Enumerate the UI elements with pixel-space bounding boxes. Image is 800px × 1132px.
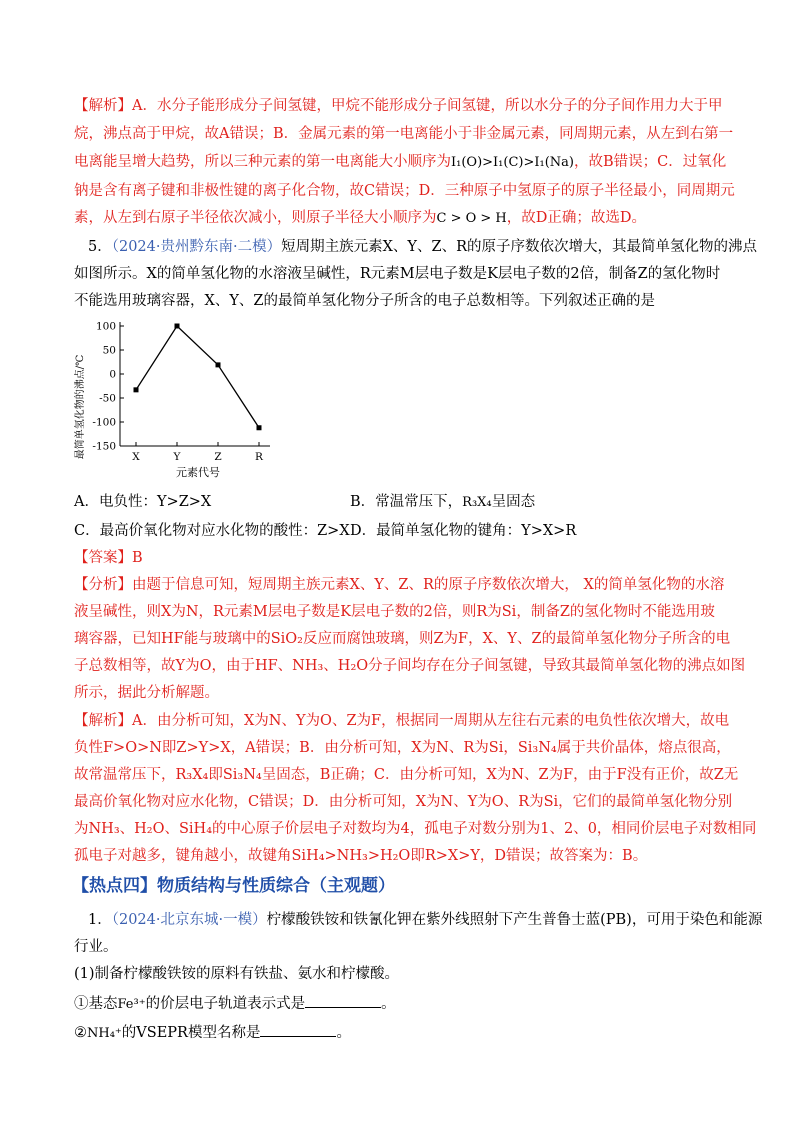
analysis-line-3-text-a: 电离能呈增大趋势，所以三种元素的第一电离能大小顺序为	[74, 154, 451, 170]
x-tick-label: Z	[214, 451, 222, 463]
option-b	[350, 492, 535, 513]
y-tick-label: -50	[99, 392, 116, 405]
analysis-line-5	[74, 208, 646, 229]
sub-question-1: (1)制备柠檬酸铁铵的原料有铁盐、氨水和柠檬酸。	[74, 966, 400, 982]
radius-order-formula: C > O > H	[436, 211, 507, 226]
fe3-formula: Fe³⁺	[117, 997, 146, 1012]
y-tick-label: 50	[102, 344, 116, 357]
item-1-period: 。	[381, 996, 396, 1012]
y-axis-label: 最简单氢化物的沸点/℃	[75, 354, 86, 460]
question-1-line-2: 行业。	[74, 939, 118, 955]
question-source: （2024·贵州黔东南·二模）	[111, 239, 282, 255]
answer-blank[interactable]	[305, 993, 381, 1008]
data-point	[175, 324, 180, 329]
section-heading: 【热点四】物质结构与性质综合（主观题）	[72, 876, 395, 896]
y-tick-label: -150	[92, 440, 116, 453]
option-d: D．最简单氢化物的键角：Y>X>R	[350, 523, 577, 539]
question-1-text-1: 柠檬酸铁铵和铁氰化钾在紫外线照射下产生普鲁士蓝(PB)，可用于染色和能源	[266, 912, 763, 928]
option-a: A．电负性：Y>Z>X	[74, 494, 212, 510]
x-axis-label: 元素代号	[176, 466, 220, 479]
x-tick-label: R	[255, 451, 263, 463]
question-number: 1．	[88, 912, 112, 928]
analysis-fx-line-4: 子总数相等，故Y为O，由于HF、NH₃、H₂O分子间均存在分子间氢键，导致其最简单氢化物的沸点如图	[74, 658, 746, 674]
option-b-formula: R₃X₄	[462, 495, 492, 510]
analysis-line-1: 【解析】A．水分子能形成分子间氢键，甲烷不能形成分子间氢键，所以水分子的分子间作用力大于甲	[74, 98, 723, 114]
data-point	[216, 362, 221, 367]
boiling-point-chart	[70, 312, 290, 482]
analysis-fx-line-5: 所示，据此分析解题。	[74, 685, 219, 701]
analysis-line-4: 钠是含有离子键和非极性键的离子化合物，故C错误；D．三种原子中氢原子的原子半径最小，同周期元	[74, 183, 735, 199]
solution-line-1: 【解析】A．由分析可知，X为N、Y为O、Z为F，根据同一周期从左往右元素的电负性依次增大，故电	[74, 713, 730, 729]
item-2-period: 。	[336, 1025, 351, 1041]
analysis-fx-line-3: 璃容器，已知HF能与玻璃中的SiO₂反应而腐蚀玻璃，则Z为F，X、Y、Z的最简单氢化物分子所含的电	[74, 631, 731, 647]
sub-question-1-2	[74, 1022, 351, 1044]
sub-question-1-1	[74, 993, 396, 1015]
question-source: （2024·北京东城·一模）	[111, 912, 267, 928]
solution-line-2: 负性F>O>N即Z>Y>X，A错误；B．由分析可知，X为N、R为Si，Si₃N₄属于共价晶体，熔点很高，	[74, 740, 731, 756]
x-tick-label: X	[132, 451, 140, 463]
analysis-fx-line-1: 【分析】由题于信息可知，短周期主族元素X、Y、Z、R的原子序数依次增大， X的简单氢化物的水溶	[74, 577, 725, 593]
option-c: C．最高价氧化物对应水化物的酸性：Z>X	[74, 523, 350, 539]
data-point	[257, 425, 262, 430]
data-point	[134, 387, 139, 392]
item-1-label: ①基态	[74, 996, 118, 1012]
analysis-line-3-text-b: ，故B错误；C．过氧化	[574, 154, 727, 170]
solution-line-3: 故常温常压下，R₃X₄即Si₃N₄呈固态，B正确；C．由分析可知，X为N、Z为F，由于F没有正价，故Z无	[74, 767, 739, 783]
nh4-formula: NH₄⁺	[87, 1026, 122, 1041]
question-5-line-1	[88, 237, 757, 257]
question-1-line-1	[88, 910, 762, 930]
solution-line-6: 孤电子对越多，键角越小，故键角SiH₄>NH₃>H₂O即R>X>Y，D错误；故答案为：B。	[74, 848, 648, 864]
item-2-text: 的VSEPR模型名称是	[121, 1025, 261, 1041]
option-b-text-b: 呈固态	[491, 494, 536, 510]
analysis-line-3	[74, 152, 726, 173]
question-number: 5．	[88, 239, 112, 255]
analysis-fx-line-2: 液呈碱性，则X为N，R元素M层电子数是K层电子数的2倍，则R为Si，制备Z的氢化物时不能选用玻	[74, 604, 715, 620]
question-5-line-2: 如图所示。X的简单氢化物的水溶液呈碱性，R元素M层电子数是K层电子数的2倍，制备Z的氢化物时	[74, 266, 721, 282]
answer-blank[interactable]	[260, 1022, 336, 1037]
solution-line-5: 为NH₃、H₂O、SiH₄的中心原子价层电子对数均为4，孤电子对数分别为1、2、0，相同价层电子对数相同	[74, 821, 757, 837]
analysis-line-5-text-a: 素，从左到右原子半径依次减小，则原子半径大小顺序为	[74, 210, 437, 226]
y-tick-label: -100	[92, 416, 116, 429]
answer-line: 【答案】B	[74, 550, 143, 566]
analysis-line-2: 烷，沸点高于甲烷，故A错误；B．金属元素的第一电离能小于非金属元素，同周期元素，从左到右第一	[74, 126, 734, 142]
series-line	[136, 326, 259, 428]
item-2-label: ②	[74, 1025, 87, 1041]
item-1-text: 的价层电子轨道表示式是	[145, 996, 306, 1012]
option-b-text-a: B．常温常压下，	[350, 494, 463, 510]
x-tick-label: Y	[173, 451, 181, 463]
question-5-text-1: 短周期主族元素X、Y、Z、R的原子序数依次增大，其最简单氢化物的沸点	[281, 239, 757, 255]
y-tick-label: 0	[109, 368, 116, 381]
question-5-line-3: 不能选用玻璃容器，X、Y、Z的最简单氢化物分子所含的电子总数相等。下列叙述正确的是	[74, 293, 655, 309]
ionization-energy-formula: I₁(O)>I₁(C)>I₁(Na)	[451, 155, 574, 170]
solution-line-4: 最高价氧化物对应水化物，C错误；D．由分析可知，X为N、Y为O、R为Si，它们的最简单氢化物分别	[74, 794, 733, 810]
y-tick-label: 100	[95, 320, 116, 333]
analysis-line-5-text-b: ，故D正确；故选D。	[506, 210, 647, 226]
